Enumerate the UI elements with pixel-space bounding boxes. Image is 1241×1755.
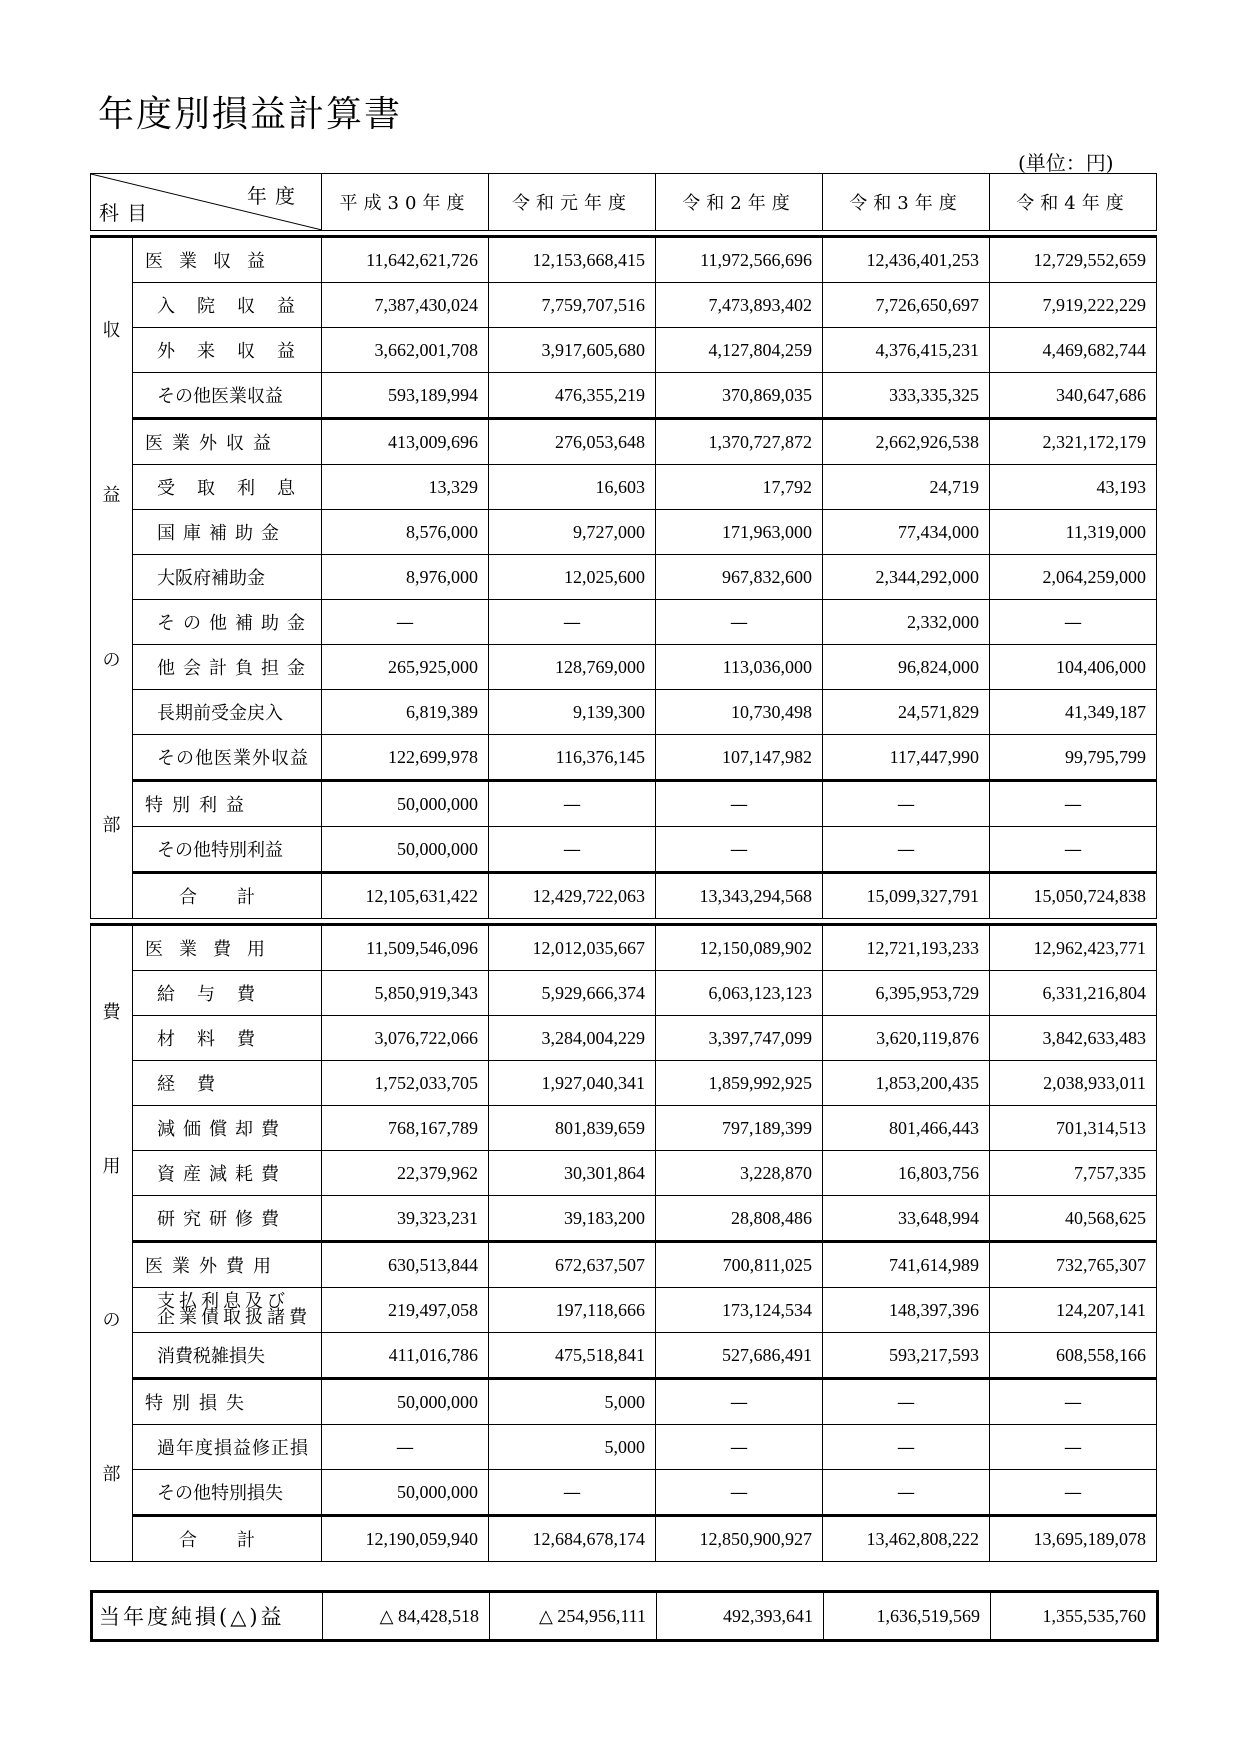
revenue-row (91, 873, 1157, 919)
value-cell: 3,397,747,099 (656, 1016, 823, 1061)
value-cell: 1,859,992,925 (656, 1061, 823, 1106)
value-cell: 12,962,423,771 (990, 925, 1157, 971)
expense-row (91, 1196, 1157, 1242)
revenue-row (91, 827, 1157, 873)
row-label: 外来収益 (133, 328, 322, 373)
value-cell: 6,331,216,804 (990, 971, 1157, 1016)
value-cell: 2,662,926,538 (823, 419, 990, 465)
value-cell: 732,765,307 (990, 1242, 1157, 1288)
value-cell: 370,869,035 (656, 373, 823, 419)
value-cell: 7,473,893,402 (656, 283, 823, 328)
value-cell: 7,757,335 (990, 1151, 1157, 1196)
value-cell: 50,000,000 (322, 827, 489, 873)
value-cell: — (990, 1379, 1157, 1425)
value-cell: 99,795,799 (990, 735, 1157, 781)
value-cell: 2,344,292,000 (823, 555, 990, 600)
value-cell: 113,036,000 (656, 645, 823, 690)
value-cell: 476,355,219 (489, 373, 656, 419)
value-cell: 967,832,600 (656, 555, 823, 600)
value-cell: 33,648,994 (823, 1196, 990, 1242)
section-label-char: 部 (102, 815, 121, 836)
value-cell: — (322, 600, 489, 645)
value-cell: 3,620,119,876 (823, 1016, 990, 1061)
value-cell: 12,012,035,667 (489, 925, 656, 971)
value-cell: — (322, 1425, 489, 1470)
value-cell: 24,719 (823, 465, 990, 510)
value-cell: 1,927,040,341 (489, 1061, 656, 1106)
value-cell: 3,284,004,229 (489, 1016, 656, 1061)
value-cell: 5,850,919,343 (322, 971, 489, 1016)
expense-row (91, 1242, 1157, 1288)
row-label: 医業外収益 (133, 419, 322, 465)
value-cell: — (823, 781, 990, 827)
row-label: 消費税雑損失 (133, 1333, 322, 1379)
value-cell: 9,727,000 (489, 510, 656, 555)
value-cell: 12,150,089,902 (656, 925, 823, 971)
expense-row (91, 1516, 1157, 1562)
value-cell: 2,332,000 (823, 600, 990, 645)
value-cell: 8,976,000 (322, 555, 489, 600)
row-label: 国庫補助金 (133, 510, 322, 555)
value-cell: 672,637,507 (489, 1242, 656, 1288)
value-cell: 527,686,491 (656, 1333, 823, 1379)
value-cell: 117,447,990 (823, 735, 990, 781)
value-cell: — (656, 1425, 823, 1470)
value-cell: 22,379,962 (322, 1151, 489, 1196)
value-cell: — (990, 1425, 1157, 1470)
value-cell: 12,850,900,927 (656, 1516, 823, 1562)
row-label: 大阪府補助金 (133, 555, 322, 600)
value-cell: 593,217,593 (823, 1333, 990, 1379)
value-cell: 13,343,294,568 (656, 873, 823, 919)
value-cell: — (823, 1470, 990, 1516)
year-header: 平成30年度 (322, 174, 489, 231)
expense-row (91, 971, 1157, 1016)
revenue-section (91, 237, 1157, 919)
value-cell: 12,190,059,940 (322, 1516, 489, 1562)
value-cell: 2,038,933,011 (990, 1061, 1157, 1106)
revenue-row (91, 555, 1157, 600)
value-cell: 7,726,650,697 (823, 283, 990, 328)
value-cell: 12,153,668,415 (489, 237, 656, 283)
row-label: 医業費用 (133, 925, 322, 971)
value-cell: 4,127,804,259 (656, 328, 823, 373)
year-header: 令和2年度 (656, 174, 823, 231)
value-cell: 1,370,727,872 (656, 419, 823, 465)
expense-row (91, 1288, 1157, 1333)
value-cell: 171,963,000 (656, 510, 823, 555)
value-cell: 768,167,789 (322, 1106, 489, 1151)
row-label: 特別利益 (133, 781, 322, 827)
value-cell: 7,387,430,024 (322, 283, 489, 328)
value-cell: 96,824,000 (823, 645, 990, 690)
row-label: その他医業外収益 (133, 735, 322, 781)
row-label: 経費 (133, 1061, 322, 1106)
value-cell: — (990, 1470, 1157, 1516)
value-cell: 3,917,605,680 (489, 328, 656, 373)
row-label: その他補助金 (133, 600, 322, 645)
value-cell: 1,853,200,435 (823, 1061, 990, 1106)
row-label-line: 支払利息及び (157, 1291, 289, 1312)
value-cell: 5,929,666,374 (489, 971, 656, 1016)
value-cell: 41,349,187 (990, 690, 1157, 735)
value-cell: 593,189,994 (322, 373, 489, 419)
value-cell: 9,139,300 (489, 690, 656, 735)
value-cell: 608,558,166 (990, 1333, 1157, 1379)
expense-row (91, 1061, 1157, 1106)
value-cell: 12,729,552,659 (990, 237, 1157, 283)
row-label: 医業収益 (133, 237, 322, 283)
value-cell: 15,050,724,838 (990, 873, 1157, 919)
value-cell: 7,919,222,229 (990, 283, 1157, 328)
value-cell: 630,513,844 (322, 1242, 489, 1288)
corner-item-label: 科目 (99, 201, 155, 225)
row-label: 過年度損益修正損 (133, 1425, 322, 1470)
revenue-row (91, 419, 1157, 465)
value-cell: 173,124,534 (656, 1288, 823, 1333)
value-cell: 11,972,566,696 (656, 237, 823, 283)
revenue-row (91, 283, 1157, 328)
value-cell: — (656, 1379, 823, 1425)
revenue-row (91, 645, 1157, 690)
row-label: 特別損失 (133, 1379, 322, 1425)
value-cell: 50,000,000 (322, 1470, 489, 1516)
corner-header-cell (91, 174, 322, 231)
revenue-row (91, 781, 1157, 827)
value-cell: 30,301,864 (489, 1151, 656, 1196)
value-cell: — (489, 600, 656, 645)
value-cell: 5,000 (489, 1379, 656, 1425)
section-label-char: 部 (102, 1463, 121, 1485)
value-cell: 11,509,546,096 (322, 925, 489, 971)
value-cell: 219,497,058 (322, 1288, 489, 1333)
value-cell: 11,642,621,726 (322, 237, 489, 283)
revenue-row (91, 465, 1157, 510)
header-row (91, 174, 1157, 231)
value-cell: — (656, 827, 823, 873)
value-cell: 43,193 (990, 465, 1157, 510)
value-cell: 50,000,000 (322, 1379, 489, 1425)
value-cell: 16,603 (489, 465, 656, 510)
value-cell: 340,647,686 (990, 373, 1157, 419)
value-cell: — (823, 1425, 990, 1470)
value-cell: 2,321,172,179 (990, 419, 1157, 465)
row-label: 合計 (133, 873, 322, 919)
value-cell: 3,662,001,708 (322, 328, 489, 373)
revenue-row (91, 600, 1157, 645)
value-cell: 116,376,145 (489, 735, 656, 781)
net-income-value: △ 84,428,518 (323, 1592, 490, 1641)
value-cell: 77,434,000 (823, 510, 990, 555)
value-cell: 801,466,443 (823, 1106, 990, 1151)
value-cell: — (990, 781, 1157, 827)
section-label-char: 収 (102, 320, 121, 341)
value-cell: 6,819,389 (322, 690, 489, 735)
revenue-row (91, 373, 1157, 419)
value-cell: 4,469,682,744 (990, 328, 1157, 373)
year-header: 令和4年度 (990, 174, 1157, 231)
value-cell: 122,699,978 (322, 735, 489, 781)
revenue-row (91, 510, 1157, 555)
value-cell: 11,319,000 (990, 510, 1157, 555)
value-cell: 265,925,000 (322, 645, 489, 690)
value-cell: — (990, 600, 1157, 645)
value-cell: 28,808,486 (656, 1196, 823, 1242)
section-label-char: 用 (102, 1155, 121, 1177)
value-cell: 8,576,000 (322, 510, 489, 555)
revenue-row (91, 735, 1157, 781)
value-cell: 1,752,033,705 (322, 1061, 489, 1106)
expense-row (91, 1470, 1157, 1516)
expense-row (91, 1106, 1157, 1151)
value-cell: 797,189,399 (656, 1106, 823, 1151)
section-label-char: 益 (102, 485, 121, 506)
value-cell: — (489, 781, 656, 827)
expense-row (91, 1151, 1157, 1196)
unit-label: (単位：円) (1018, 151, 1114, 175)
value-cell: 12,721,193,233 (823, 925, 990, 971)
value-cell: 4,376,415,231 (823, 328, 990, 373)
row-label-line: 企業債取扱諸費 (157, 1307, 311, 1328)
revenue-row (91, 237, 1157, 283)
value-cell: 6,063,123,123 (656, 971, 823, 1016)
revenue-section-label (91, 237, 133, 919)
value-cell: 6,395,953,729 (823, 971, 990, 1016)
value-cell: 13,462,808,222 (823, 1516, 990, 1562)
value-cell: — (656, 1470, 823, 1516)
value-cell: 411,016,786 (322, 1333, 489, 1379)
row-label: 研究研修費 (133, 1196, 322, 1242)
value-cell: — (489, 1470, 656, 1516)
expense-section-label (91, 925, 133, 1562)
value-cell: 148,397,396 (823, 1288, 990, 1333)
value-cell: 104,406,000 (990, 645, 1157, 690)
value-cell: 3,228,870 (656, 1151, 823, 1196)
year-header: 令和3年度 (823, 174, 990, 231)
revenue-row (91, 328, 1157, 373)
section-label-char: の (102, 1309, 121, 1331)
row-label: 資産減耗費 (133, 1151, 322, 1196)
value-cell: 700,811,025 (656, 1242, 823, 1288)
value-cell: 12,025,600 (489, 555, 656, 600)
net-income-value: △ 254,956,111 (490, 1592, 657, 1641)
value-cell: 128,769,000 (489, 645, 656, 690)
income-statement-table (90, 173, 1157, 1562)
value-cell: 17,792 (656, 465, 823, 510)
value-cell: 2,064,259,000 (990, 555, 1157, 600)
value-cell: 39,183,200 (489, 1196, 656, 1242)
expense-row (91, 925, 1157, 971)
row-label: その他特別利益 (133, 827, 322, 873)
expense-row (91, 1333, 1157, 1379)
page-title: 年度別損益計算書 (98, 94, 403, 135)
value-cell: 50,000,000 (322, 781, 489, 827)
row-label: 入院収益 (133, 283, 322, 328)
value-cell: 13,695,189,078 (990, 1516, 1157, 1562)
value-cell: 276,053,648 (489, 419, 656, 465)
value-cell: — (489, 827, 656, 873)
row-label: その他医業収益 (133, 373, 322, 419)
value-cell: 333,335,325 (823, 373, 990, 419)
value-cell: 741,614,989 (823, 1242, 990, 1288)
net-income-label: 当年度純損(△)益 (92, 1592, 323, 1641)
value-cell: 12,105,631,422 (322, 873, 489, 919)
net-income-table (90, 1590, 1159, 1642)
expense-section (91, 925, 1157, 1562)
row-label: 医業外費用 (133, 1242, 322, 1288)
value-cell: — (823, 827, 990, 873)
value-cell: 7,759,707,516 (489, 283, 656, 328)
value-cell: 40,568,625 (990, 1196, 1157, 1242)
value-cell: — (823, 1379, 990, 1425)
year-header: 令和元年度 (489, 174, 656, 231)
net-income-value: 492,393,641 (657, 1592, 824, 1641)
value-cell: 5,000 (489, 1425, 656, 1470)
row-label: 給与費 (133, 971, 322, 1016)
value-cell: 10,730,498 (656, 690, 823, 735)
value-cell: 197,118,666 (489, 1288, 656, 1333)
value-cell: 475,518,841 (489, 1333, 656, 1379)
expense-row (91, 1425, 1157, 1470)
corner-year-label: 年度 (247, 184, 303, 208)
value-cell: 15,099,327,791 (823, 873, 990, 919)
section-label-char: の (102, 650, 121, 671)
expense-row (91, 1016, 1157, 1061)
row-label: 合計 (133, 1516, 322, 1562)
value-cell: 12,429,722,063 (489, 873, 656, 919)
section-label-char: 費 (102, 1001, 121, 1023)
row-label (133, 1288, 322, 1333)
value-cell: — (656, 781, 823, 827)
value-cell: 12,684,678,174 (489, 1516, 656, 1562)
value-cell: 3,842,633,483 (990, 1016, 1157, 1061)
row-label: 長期前受金戻入 (133, 690, 322, 735)
value-cell: 3,076,722,066 (322, 1016, 489, 1061)
net-income-value: 1,355,535,760 (991, 1592, 1158, 1641)
revenue-row (91, 690, 1157, 735)
value-cell: 413,009,696 (322, 419, 489, 465)
row-label: その他特別損失 (133, 1470, 322, 1516)
row-label: 受取利息 (133, 465, 322, 510)
value-cell: — (990, 827, 1157, 873)
row-label: 減価償却費 (133, 1106, 322, 1151)
value-cell: 13,329 (322, 465, 489, 510)
row-label: 他会計負担金 (133, 645, 322, 690)
value-cell: 801,839,659 (489, 1106, 656, 1151)
value-cell: 39,323,231 (322, 1196, 489, 1242)
value-cell: 124,207,141 (990, 1288, 1157, 1333)
value-cell: 24,571,829 (823, 690, 990, 735)
value-cell: 12,436,401,253 (823, 237, 990, 283)
value-cell: 701,314,513 (990, 1106, 1157, 1151)
value-cell: 16,803,756 (823, 1151, 990, 1196)
net-income-row (92, 1592, 1158, 1641)
value-cell: 107,147,982 (656, 735, 823, 781)
row-label: 材料費 (133, 1016, 322, 1061)
value-cell: — (656, 600, 823, 645)
net-income-value: 1,636,519,569 (824, 1592, 991, 1641)
expense-row (91, 1379, 1157, 1425)
